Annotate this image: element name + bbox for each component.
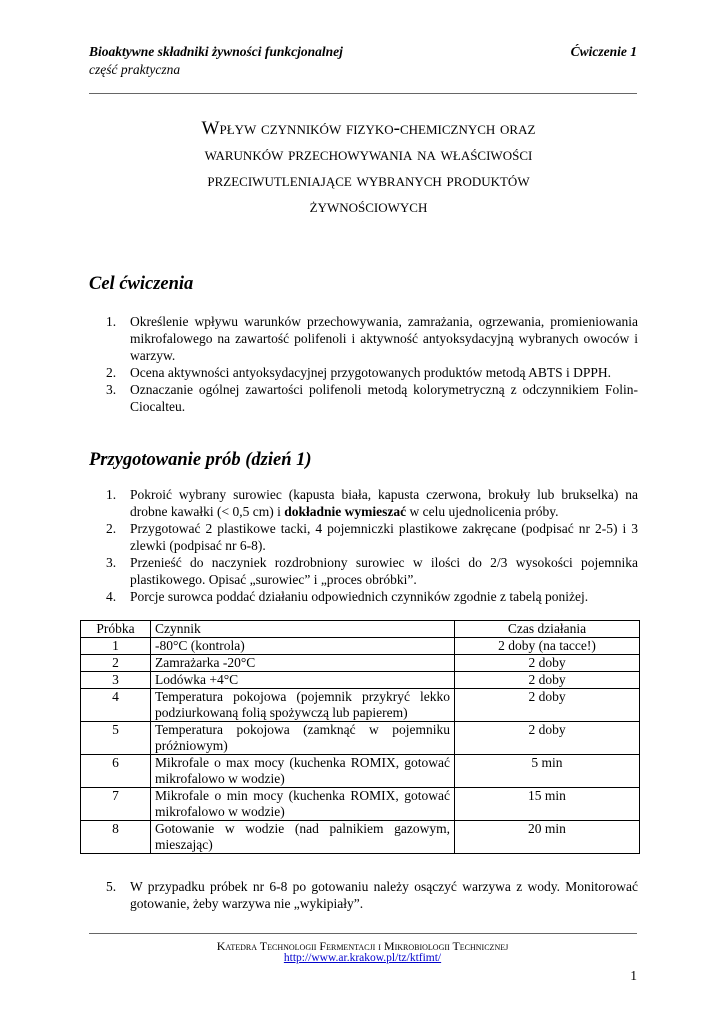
list-item: 1. Określenie wpływu warunków przechowywania, zamrażania, ogrzewania, promieniowania mikrofalowego na zawartość polifenoli i aktywność antyoksydacyjną wybranych owoców i warzyw. <box>106 314 638 363</box>
table-row: 1 -80°C (kontrola) 2 doby (na tacce!) <box>81 638 640 655</box>
document-title <box>96 116 641 220</box>
table-row: 7 Mikrofale o min mocy (kuchenka ROMIX, gotować mikrofalowo w wodzie) 15 min <box>81 788 640 821</box>
column-header: Próbka <box>81 621 151 638</box>
table-row: 3 Lodówka +4°C 2 doby <box>81 672 640 689</box>
header-exercise: Ćwiczenie 1 <box>570 44 637 59</box>
footer-department: Katedra Technologii Fermentacji i Mikrobiologii Technicznej <box>216 939 509 953</box>
table-row: 2 Zamrażarka -20°C 2 doby <box>81 655 640 672</box>
title-line: przeciwutleniające wybranych produktów <box>207 170 530 191</box>
footer-link[interactable]: http://www.ar.krakow.pl/tz/ktfimt/ <box>283 952 442 964</box>
list-item: 4. Porcje surowca poddać działaniu odpowiednich czynników zgodnie z tabelą poniżej. <box>106 589 589 604</box>
table-row: 8 Gotowanie w wodzie (nad palnikiem gazowym, mieszając) 20 min <box>81 821 640 854</box>
header-course: Bioaktywne składniki żywności funkcjonalnej <box>89 44 343 59</box>
section-heading-preparation: Przygotowanie prób (dzień 1) <box>89 450 312 470</box>
header-divider <box>89 93 637 94</box>
list-item: 1. Pokroić wybrany surowiec (kapusta biała, kapusta czerwona, brokuły lub brukselka) na drobne kawałki (< 0,5 cm) i dokładnie wymieszać w celu ujednolicenia próby. <box>106 487 638 519</box>
list-item: 3. Przenieść do naczyniek rozdrobniony surowiec w ilości do 2/3 wysokości pojemnika plastikowego. Opisać „surowiec” i „proces obróbki”. <box>106 555 638 587</box>
list-item: 5. W przypadku próbek nr 6-8 po gotowaniu należy osączyć warzywa z wody. Monitorować gotowanie, żeby warzywa nie „wykipiały”. <box>106 879 638 911</box>
section-heading-goals: Cel ćwiczenia <box>89 274 194 294</box>
title-line: Wpływ czynników fizyko-chemicznych oraz <box>201 118 536 139</box>
footer-divider <box>89 933 637 934</box>
list-item: 3. Oznaczanie ogólnej zawartości polifenoli metodą kolorymetryczną z odczynnikiem Folin-Ciocalteu. <box>106 382 638 414</box>
header-part: część praktyczna <box>89 62 181 77</box>
column-header: Czas działania <box>455 621 640 638</box>
page-number: 1 <box>630 968 637 983</box>
goals-list <box>106 313 638 415</box>
list-item: 2. Ocena aktywności antyoksydacyjnej przygotowanych produktów metodą ABTS i DPPH. <box>106 365 612 380</box>
preparation-list-continued <box>106 878 638 912</box>
table-row: 5 Temperatura pokojowa (zamknąć w pojemniku próżniowym) 2 doby <box>81 722 640 755</box>
table-row: 6 Mikrofale o max mocy (kuchenka ROMIX, gotować mikrofalowo w wodzie) 5 min <box>81 755 640 788</box>
title-line: warunków przechowywania na właściwości <box>204 144 533 165</box>
title-line: żywnościowych <box>309 196 428 217</box>
list-item: 2. Przygotować 2 plastikowe tacki, 4 pojemniczki plastikowe zakręcane (podpisać nr 2-5) i 3 zlewki (podpisać nr 6-8). <box>106 521 638 553</box>
treatment-table <box>80 620 640 854</box>
table-row: 4 Temperatura pokojowa (pojemnik przykryć lekko podziurkowaną folią spożywczą lub papierem) 2 doby <box>81 689 640 722</box>
table-header-row <box>81 621 640 638</box>
preparation-list <box>106 486 638 605</box>
column-header: Czynnik <box>151 621 455 638</box>
